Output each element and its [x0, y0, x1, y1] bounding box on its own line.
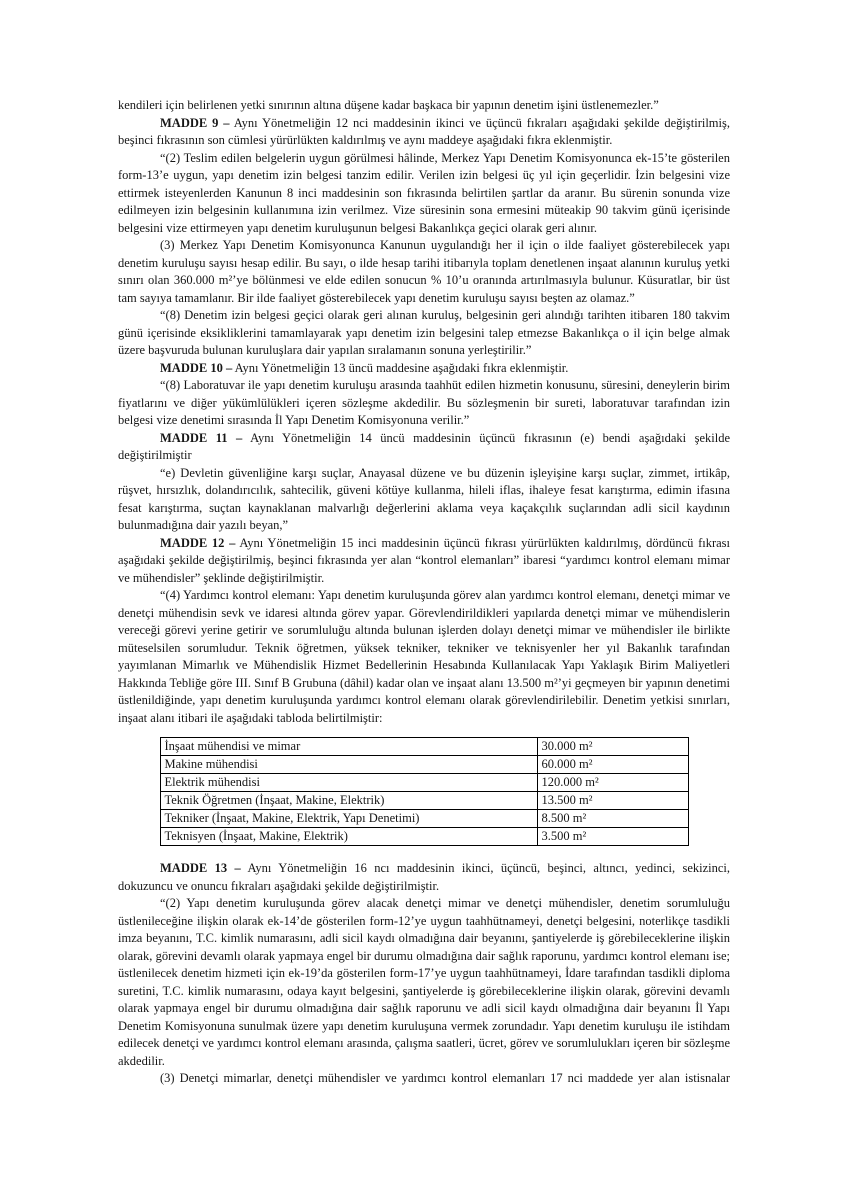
- article-11-paragraph: [118, 430, 730, 465]
- article-9-clause-3-paragraph: (3) Merkez Yapı Denetim Komisyonunca Kanunun uygulandığı her il için o ilde faaliyet gösterebilecek yapı denetim kuruluşu sayısı hesap edilir. Bu sayı, o ilde hesap tarihi itibarıyla toplam denetlenen inşaat alanının kuruluş yetki sınırı olan 360.000 m²’ye bölünmesi ve elde edilen sonucun % 10’u oranında artırılmasıyla bulunur. Küsuratlar, bir üst tam sayıya tamamlanır. Bir ilde faaliyet gösterebilecek yapı denetim kuruluşu sayısı beşten az olamaz.”: [118, 238, 730, 305]
- article-11-item-e-paragraph: “e) Devletin güvenliğine karşı suçlar, Anayasal düzene ve bu düzenin işleyişine karşı suçlar, zimmet, irtikâp, rüşvet, hırsızlık, dolandırıcılık, sahtecilik, güveni kötüye kullanma, hileli iflas, ihaleye fesat karıştırma, edimin ifasına fesat karıştırma, suçtan kaynaklanan malvarlığı değerlerini aklama veya kaçakçılık suçlarından adli sicil kaydının bulunmadığına dair yazılı beyan,”: [118, 465, 730, 532]
- article-10-label: MADDE 10 –: [160, 360, 233, 375]
- article-11-label: MADDE 11 –: [160, 430, 243, 445]
- article-13-text: Aynı Yönetmeliğin 16 ncı maddesinin ikinci, üçüncü, beşinci, altıncı, yedinci, sekizinci, dokuzuncu ve onuncu fıkraları aşağıdaki şekilde değiştirilmiştir.: [118, 861, 731, 893]
- area-limit-cell: 13.500 m²: [537, 792, 688, 810]
- article-9-paragraph: [118, 115, 730, 150]
- article-13-clause-2-paragraph: “(2) Yapı denetim kuruluşunda görev alacak denetçi mimar ve denetçi mühendisler, denetim sorumluluğu üstlenileceğine ilişkin olarak ek-14’de gösterilen form-12’ye uygun taahhütnameyi, denetçi belgesini, noterlikçe tasdikli imza beyanını, T.C. kimlik numarasını, adli sicil kaydı olmadığına dair beyanını, şantiyelerde iş görebileceklerine ilişkin olarak, görevini devamlı olarak yapmaya engel bir durumu olmadığına dair sağlık raporunu, yardımcı kontrol elemanı ise; üstlenilecek denetim hizmeti için ek-19’da gösterilen form-17’ye uygun taahhütnameyi, İdare tarafından tasdikli diploma suretini, T.C. kimlik numarasını, odaya kayıt belgesini, şantiyelerde iş görebileceklerine ilişkin olarak, görevini devamlı olarak yapmaya engel bir durumu olmadığına dair sağlık raporunu ve adli sicil kaydı olmadığına dair beyanını İl Yapı Denetim Komisyonuna sunulmak üzere yapı denetim kuruluşuna vermek zorundadır. Yapı denetim kuruluşu ile istihdam edilecek denetçi ve yardımcı kontrol elemanı arasında, çalışma saatleri, ücret, görev ve sorumlulukları içeren bir sözleşme akdedilir.: [118, 896, 730, 1068]
- area-limit-cell: 3.500 m²: [537, 828, 688, 846]
- table-row: [160, 738, 688, 756]
- profession-cell: Teknik Öğretmen (İnşaat, Makine, Elektrik): [160, 792, 537, 810]
- profession-cell: Teknisyen (İnşaat, Makine, Elektrik): [160, 828, 537, 846]
- table-row: [160, 792, 688, 810]
- article-9-label: MADDE 9 –: [160, 115, 230, 130]
- article-11-text: Aynı Yönetmeliğin 14 üncü maddesinin üçüncü fıkrasının (e) bendi aşağıdaki şekilde değiştirilmiştir: [118, 430, 731, 462]
- article-10-text: Aynı Yönetmeliğin 13 üncü maddesine aşağıdaki fıkra eklenmiştir.: [234, 360, 569, 375]
- article-10-paragraph: [118, 360, 730, 378]
- profession-cell: Tekniker (İnşaat, Makine, Elektrik, Yapı Denetimi): [160, 810, 537, 828]
- article-9-clause-8-paragraph: “(8) Denetim izin belgesi geçici olarak geri alınan kuruluş, belgesinin geri alındığı tarihten itibaren 180 takvim günü içerisinde eksikliklerini tamamlayarak yapı denetim izin belgesini talep etmezse Bakanlıkça o il için belge almak üzere başvuruda bulunan kuruluşlara dair yapılan sıralamanın sonuna yerleştirilir.”: [118, 308, 730, 357]
- profession-cell: Makine mühendisi: [160, 756, 537, 774]
- table-row: [160, 756, 688, 774]
- article-13-label: MADDE 13 –: [160, 861, 241, 875]
- article-10-clause-8-paragraph: “(8) Laboratuvar ile yapı denetim kuruluşu arasında taahhüt edilen hizmetin konusunu, süresini, deneylerin birim fiyatlarını ve diğer yükümlülükleri içeren sözleşme akdedilir. Bu sözleşmenin bir sureti, laboratuvar tarafından izin belgesi vize denetimi sırasında İl Yapı Denetim Komisyonuna verilir.”: [118, 378, 730, 427]
- table-row: [160, 810, 688, 828]
- article-12-clause-4-paragraph: “(4) Yardımcı kontrol elemanı: Yapı denetim kuruluşunda görev alan yardımcı kontrol elemanı, denetçi mimar ve denetçi mühendisin sevk ve idaresi altında görev yapar. Görevlendirildikleri yapılarda denetçi mimar ve mühendislerin vereceği görevi yerine getirir ve sorumluluğu altında bulunan işlerden dolayı denetçi mimar ve mühendisler ile birlikte müteselsilen sorumludur. Teknik öğretmen, yüksek tekniker, tekniker ve teknisyenler her yıl Bakanlık tarafından yayımlanan Mimarlık ve Mühendislik Hizmet Bedellerinin Hesabında Kullanılacak Yapı Yaklaşık Birim Maliyetleri Hakkında Tebliğe göre III. Sınıf B Grubuna (dâhil) kadar olan ve inşaat alanı 13.500 m²’yi geçmeyen bir yapının denetimi üstlenildiğinde, yapı denetim kuruluşunda yardımcı kontrol elemanı olarak görevlendirilebilir. Denetim yetkisi sınırları, inşaat alanı itibari ile aşağıdaki tabloda belirtilmiştir:: [118, 588, 730, 725]
- article-13-clause-3-paragraph: (3) Denetçi mimarlar, denetçi mühendisler ve yardımcı kontrol elemanları 17 nci maddede yer alan istisnalar: [160, 1071, 730, 1085]
- table-row: [160, 774, 688, 792]
- profession-cell: Elektrik mühendisi: [160, 774, 537, 792]
- area-limit-cell: 120.000 m²: [537, 774, 688, 792]
- area-limit-cell: 30.000 m²: [537, 738, 688, 756]
- article-12-paragraph: [118, 535, 730, 588]
- article-12-label: MADDE 12 –: [160, 535, 236, 550]
- article-9-text: Aynı Yönetmeliğin 12 nci maddesinin ikinci ve üçüncü fıkraları aşağıdaki şekilde değiştirilmiş, beşinci fıkrasının son cümlesi yürürlükten kaldırılmış ve aynı maddeye aşağıdaki fıkra eklenmiştir.: [118, 115, 730, 147]
- article-12-text: Aynı Yönetmeliğin 15 inci maddesinin üçüncü fıkrası yürürlükten kaldırılmış, dördüncü fıkrası aşağıdaki şekilde değiştirilmiş, beşinci fıkrasında yer alan “kontrol elemanları” ibaresi “yardımcı kontrol elemanı mimar ve mühendisler” şeklinde değiştirilmiştir.: [118, 535, 730, 585]
- area-limit-cell: 8.500 m²: [537, 810, 688, 828]
- continued-paragraph: kendileri için belirlenen yetki sınırının altına düşene kadar başkaca bir yapının denetim işini üstlenemezler.”: [118, 98, 659, 112]
- table-row: [160, 828, 688, 846]
- article-13-paragraph: [118, 860, 730, 895]
- article-9-clause-2-paragraph: “(2) Teslim edilen belgelerin uygun görülmesi hâlinde, Merkez Yapı Denetim Komisyonunca ek-15’te gösterilen form-13’e uygun, yapı denetim izin belgesi tanzim edilir. Verilen izin belgesi üç yıl için geçerlidir. İzin belgesini vize ettirmek isteyenlerden Kanunun 8 inci maddesinin son fıkrasında belirtilen şartlar da aranır. Bu sürenin sonunda vize edilmeyen izin belgesinin kullanımına izin verilmez. Vize süresinin sona ermesini müteakip 90 takvim günü içerisinde belgesini vize ettirmeyen yapı denetim kuruluşunun belgesi Bakanlıkça geçici olarak geri alınır.: [118, 150, 730, 235]
- profession-cell: İnşaat mühendisi ve mimar: [160, 738, 537, 756]
- document-page: [118, 97, 730, 1088]
- area-limit-cell: 60.000 m²: [537, 756, 688, 774]
- authority-limits-table: [160, 737, 689, 846]
